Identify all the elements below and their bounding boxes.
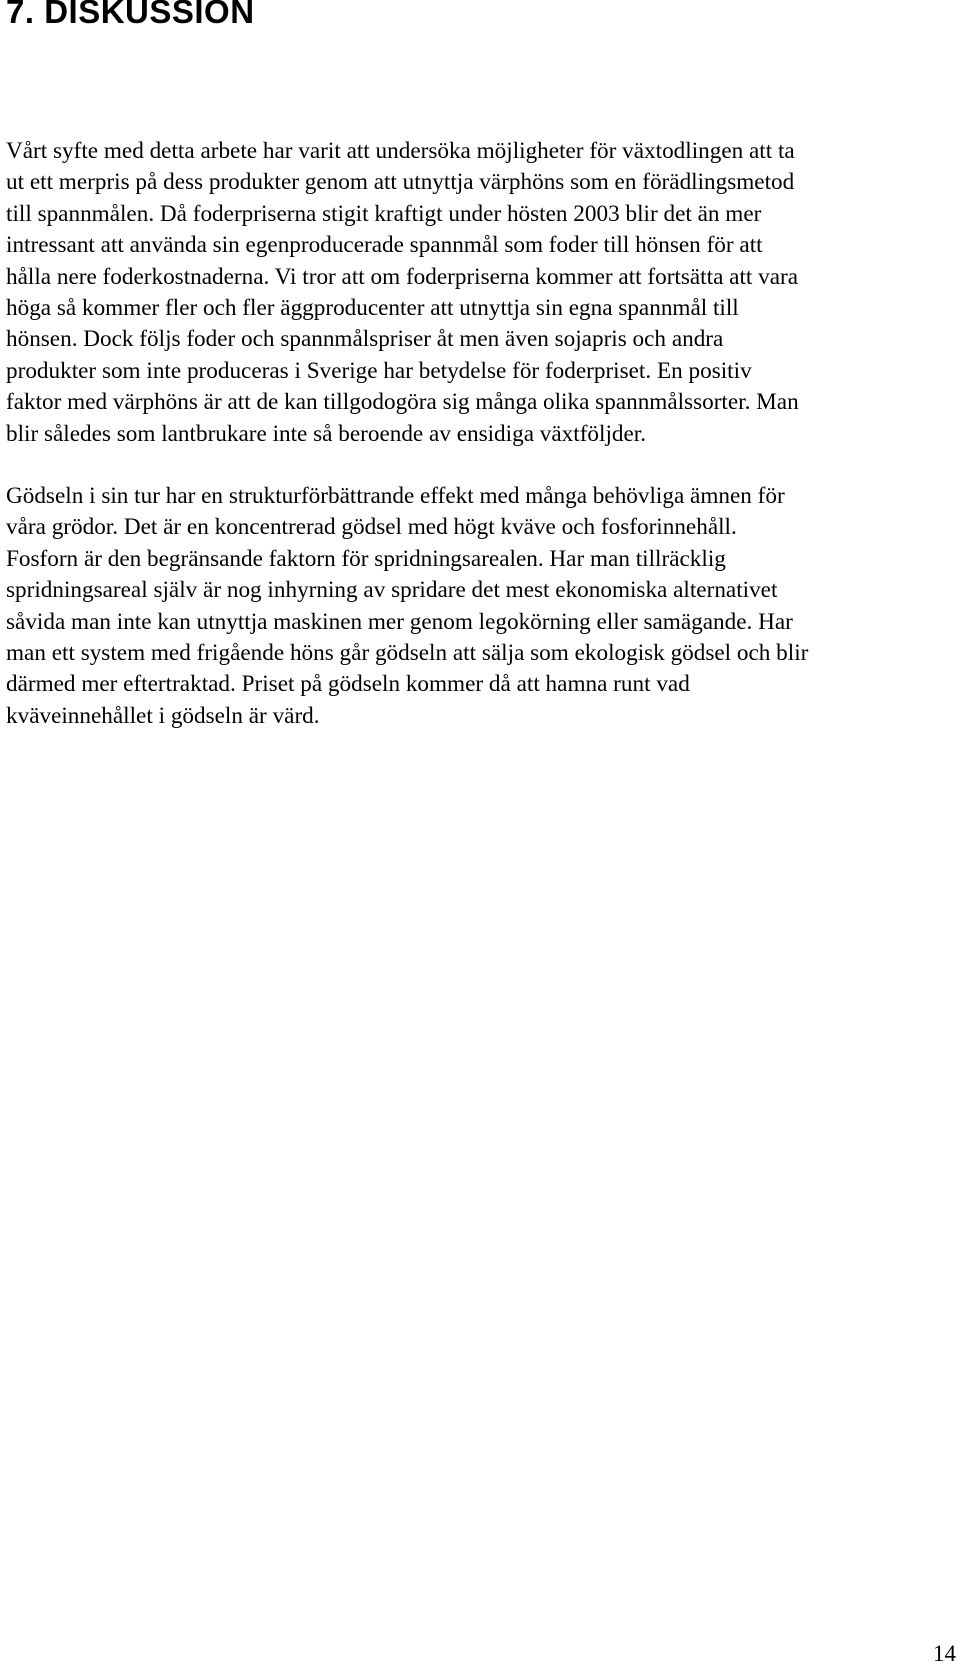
- section-heading: 7. DISKUSSION: [6, 0, 255, 30]
- paragraph-line: höga så kommer fler och fler äggproducenter att utnyttja sin egna spannmål till: [6, 295, 739, 322]
- paragraph-line: produkter som inte produceras i Sverige har betydelse för foderpriset. En positiv: [6, 357, 752, 384]
- paragraph-line: såvida man inte kan utnyttja maskinen mer genom legokörning eller samägande. Har: [6, 608, 793, 635]
- paragraph-purpose: [6, 136, 956, 450]
- paragraph-line: intressant att använda sin egenproducerade spannmål som foder till hönsen för att: [6, 232, 763, 259]
- paragraph-line: Gödseln i sin tur har en strukturförbättrande effekt med många behövliga ämnen för: [6, 483, 785, 509]
- paragraph-line: hålla nere foderkostnaderna. Vi tror att om foderpriserna kommer att fortsätta att vara: [6, 263, 799, 290]
- paragraph-line: kväveinnehållet i gödseln är värd.: [6, 702, 320, 729]
- paragraph-manure: [6, 481, 956, 732]
- paragraph-line: Fosforn är den begränsande faktorn för spridningsarealen. Har man tillräcklig: [6, 545, 726, 572]
- paragraph-line: till spannmålen. Då foderpriserna stigit kraftigt under hösten 2003 blir det än mer: [6, 200, 762, 227]
- paragraph-line: hönsen. Dock följs foder och spannmålspriser åt men även sojapris och andra: [6, 326, 724, 353]
- paragraph-line: våra grödor. Det är en koncentrerad gödsel med högt kväve och fosforinnehåll.: [6, 514, 737, 541]
- paragraph-line: ut ett merpris på dess produkter genom att utnyttja värphöns som en förädlingsmetod: [6, 169, 795, 196]
- paragraph-line: spridningsareal själv är nog inhyrning av spridare det mest ekonomiska alternativet: [6, 577, 778, 604]
- paragraph-line: man ett system med frigående höns går gödseln att sälja som ekologisk gödsel och blir: [6, 640, 809, 667]
- paragraph-line: därmed mer eftertraktad. Priset på gödseln kommer då att hamna runt vad: [6, 671, 690, 698]
- page-number: 14: [933, 1641, 956, 1666]
- paragraph-line: Vårt syfte med detta arbete har varit att undersöka möjligheter för växtodlingen att ta: [6, 138, 795, 164]
- paragraph-line: blir således som lantbrukare inte så beroende av ensidiga växtföljder.: [6, 420, 647, 447]
- paragraph-line: faktor med värphöns är att de kan tillgodogöra sig många olika spannmålssorter. Man: [6, 389, 799, 416]
